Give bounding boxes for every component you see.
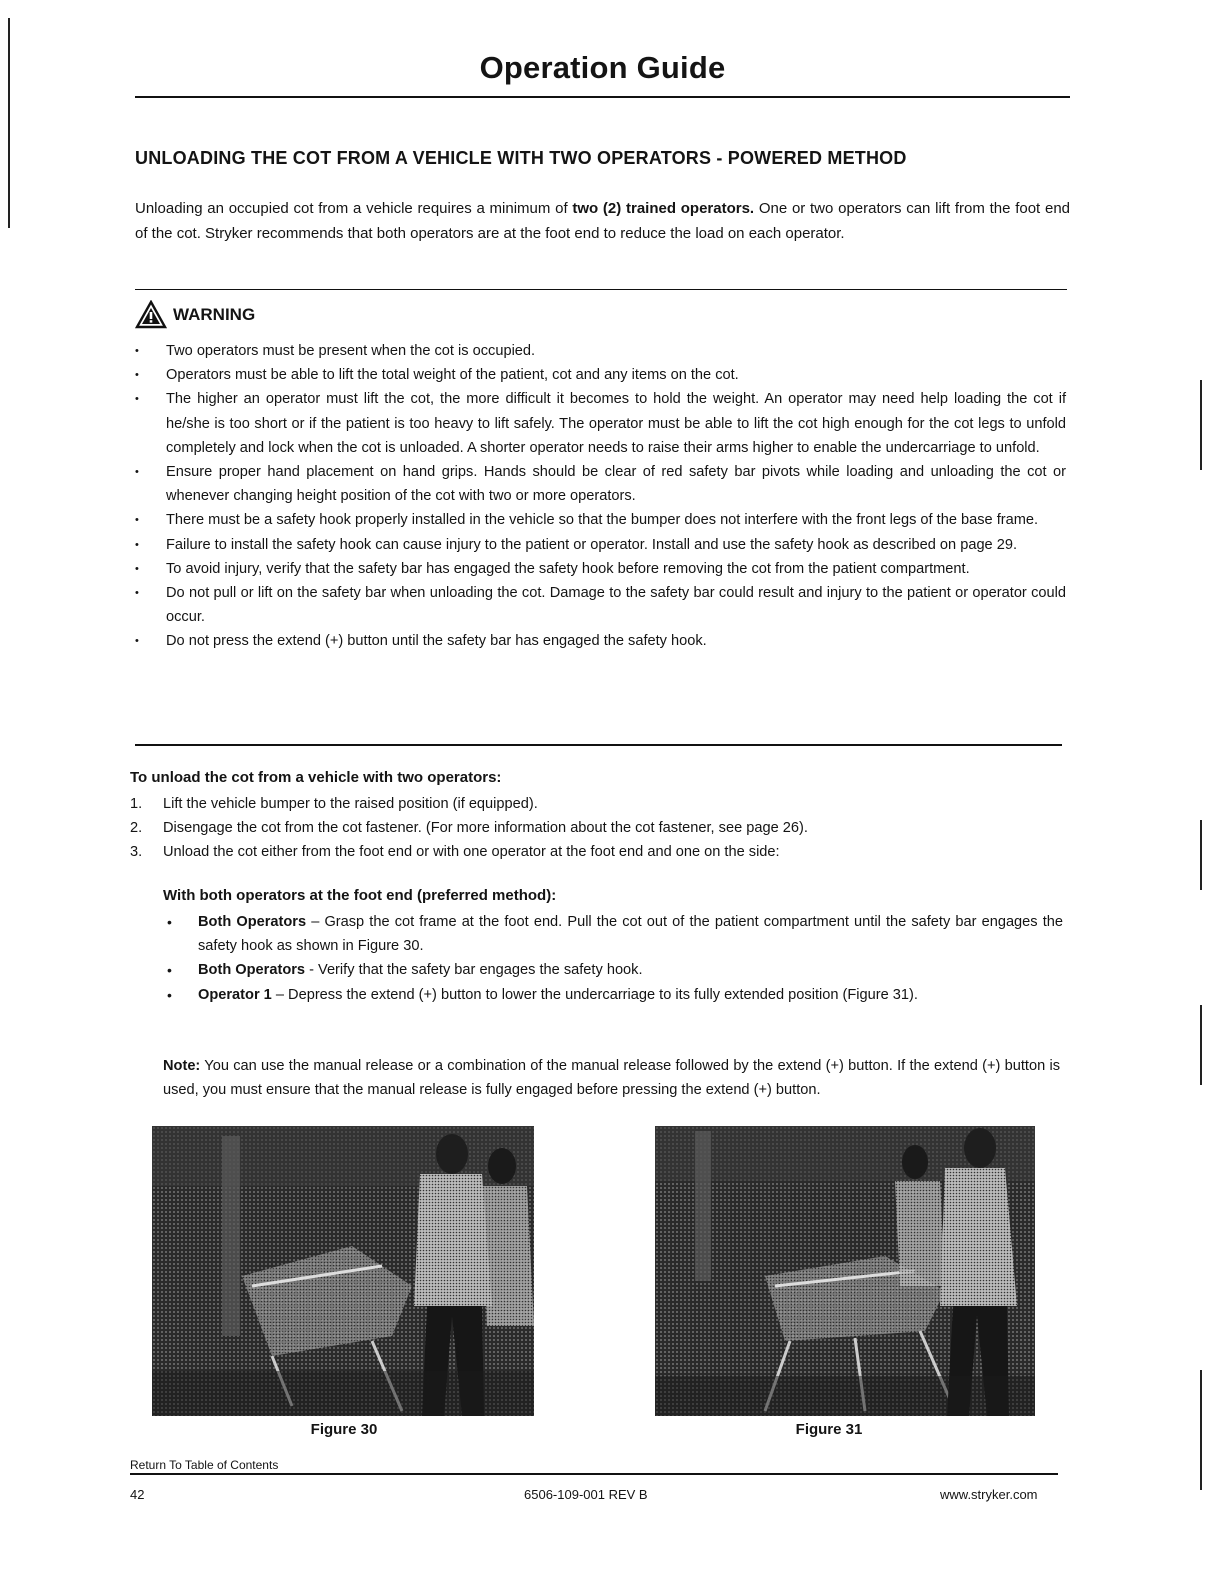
warning-item-text: Operators must be able to lift the total weight of the patient, cot and any items on the cot. bbox=[166, 367, 739, 384]
warning-item: • The higher an operator must lift the cot, the more difficult it becomes to hold the weight. An operator may need help loading the cot if he/she is too short or if the patient is too heavy to lift safely. The operator must be able to lift the cot high enough for the cot legs to unfold completely and lock when the cot is unloaded. A shorter operator needs to raise their arms higher to enable the undercarriage to unfold. bbox=[135, 391, 1066, 456]
warning-item: • Failure to install the safety hook can cause injury to the patient or operator. Install and use the safety hook as described on page 29. bbox=[135, 536, 1018, 553]
warning-item: • Operators must be able to lift the total weight of the patient, cot and any items on the cot. bbox=[135, 367, 739, 384]
intro-text: One or two operators can lift from the foot end of the cot. Stryker recommends that both operators are at the foot end to reduce the load on each operator. bbox=[135, 200, 1070, 242]
warning-item-text: Ensure proper hand placement on hand grips. Hands should be clear of red safety bar pivots while loading and unloading the cot or whenever changing height position of the cot with two or more operators. bbox=[166, 464, 1066, 505]
method-item-text: Grasp the cot frame at the foot end. Pull the cot out of the patient compartment until the safety bar engages the safety hook as shown in Figure 30. bbox=[198, 914, 1063, 955]
procedure-step bbox=[130, 792, 1070, 816]
step-number: 1. bbox=[130, 796, 143, 812]
warning-item: • To avoid injury, verify that the safety bar has engaged the safety hook before removing the cot from the patient compartment. bbox=[135, 560, 970, 577]
operator-label: Both Operators bbox=[198, 914, 307, 930]
procedure-heading: To unload the cot from a vehicle with two operators: bbox=[130, 769, 502, 786]
warning-list bbox=[130, 339, 1066, 654]
footer-rule bbox=[130, 1473, 1058, 1475]
separator: – bbox=[271, 986, 289, 1003]
scan-edge-mark bbox=[8, 18, 10, 228]
separator: - bbox=[305, 962, 319, 979]
method-item: • Both Operators – Grasp the cot frame at the foot end. Pull the cot out of the patient compartment until the safety bar engages the safety hook as shown in Figure 30. bbox=[167, 914, 1063, 955]
warning-item-text: The higher an operator must lift the cot, the more difficult it becomes to hold the weight. An operator may need help loading the cot if he/she is too short or if the patient is too heavy to lift safely. The operator must be able to lift the cot high enough for the cot legs to unfold completely and lock when the cot is unloaded. A shorter operator needs to raise their arms higher to enable the undercarriage to unfold. bbox=[166, 391, 1066, 456]
method-subheading: With both operators at the foot end (preferred method): bbox=[163, 887, 557, 904]
procedure-step bbox=[130, 840, 1070, 864]
method-item-text: Depress the extend (+) button to lower the undercarriage to its fully extended position (Figure 31). bbox=[288, 986, 918, 1003]
step-text: Lift the vehicle bumper to the raised position (if equipped). bbox=[163, 796, 538, 812]
warning-item-text: Do not press the extend (+) button until the safety bar has engaged the safety hook. bbox=[166, 633, 707, 650]
warning-top-rule bbox=[135, 289, 1067, 290]
warning-item-text: Two operators must be present when the cot is occupied. bbox=[166, 343, 536, 359]
procedure-steps bbox=[130, 792, 1070, 864]
figure-31-image bbox=[655, 1126, 1035, 1416]
procedure-step bbox=[130, 816, 1070, 840]
warning-item-text: Failure to install the safety hook can cause injury to the patient or operator. Install and use the safety hook as described on page 29. bbox=[166, 536, 1018, 553]
step-text: Unload the cot either from the foot end or with one operator at the foot end and one on the side: bbox=[163, 844, 780, 860]
figure-31-caption: Figure 31 bbox=[795, 1421, 863, 1438]
warning-triangle-icon bbox=[135, 300, 167, 329]
separator: – bbox=[306, 914, 325, 930]
header-rule bbox=[135, 96, 1070, 98]
page-number: 42 bbox=[130, 1487, 145, 1502]
step-number: 2. bbox=[130, 820, 143, 836]
step-text: Disengage the cot from the cot fastener. (For more information about the cot fastener, see page 26). bbox=[163, 820, 808, 836]
method-item: • Operator 1 – Depress the extend (+) button to lower the undercarriage to its fully extended position (Figure 31). bbox=[167, 986, 918, 1003]
warning-label: WARNING bbox=[173, 304, 256, 324]
warning-item: • Two operators must be present when the cot is occupied. bbox=[135, 343, 536, 359]
figure-30-caption: Figure 30 bbox=[310, 1421, 378, 1438]
note-text: You can use the manual release or a combination of the manual release followed by the extend (+) button. If the extend (+) button is used, you must ensure that the manual release is fully engaged before pressing the extend (+) button. bbox=[163, 1058, 1060, 1099]
section-heading: UNLOADING THE COT FROM A VEHICLE WITH TWO OPERATORS - POWERED METHOD bbox=[135, 148, 907, 168]
scan-edge-mark bbox=[1200, 1005, 1202, 1085]
scan-edge-mark bbox=[1200, 820, 1202, 890]
warning-item: • Ensure proper hand placement on hand grips. Hands should be clear of red safety bar pivots while loading and unloading the cot or whenever changing height position of the cot with two or more operators. bbox=[135, 464, 1066, 505]
warning-item: • Do not press the extend (+) button until the safety bar has engaged the safety hook. bbox=[135, 633, 707, 650]
scan-edge-mark bbox=[1200, 1370, 1202, 1490]
intro-paragraph bbox=[135, 197, 1070, 246]
note-label: Note: bbox=[163, 1058, 201, 1074]
figure-30-image bbox=[152, 1126, 534, 1416]
warning-item-text: To avoid injury, verify that the safety bar has engaged the safety hook before removing the cot from the patient compartment. bbox=[166, 560, 970, 577]
step-number: 3. bbox=[130, 844, 143, 860]
scan-edge-mark bbox=[1200, 380, 1202, 470]
note-paragraph bbox=[163, 1054, 1060, 1102]
website-url: www.stryker.com bbox=[940, 1487, 1038, 1502]
warning-bottom-rule bbox=[135, 744, 1062, 746]
document-number: 6506-109-001 REV B bbox=[524, 1487, 648, 1502]
warning-item: • There must be a safety hook properly installed in the vehicle so that the bumper does not interfere with the front legs of the base frame. bbox=[135, 512, 1039, 529]
warning-item-text: There must be a safety hook properly installed in the vehicle so that the bumper does not interfere with the front legs of the base frame. bbox=[166, 512, 1039, 529]
return-to-toc-link[interactable]: Return To Table of Contents bbox=[130, 1458, 279, 1472]
intro-emphasis: two (2) trained operators. bbox=[572, 200, 755, 217]
page-title: Operation Guide bbox=[479, 50, 726, 85]
method-item-text: Verify that the safety bar engages the safety hook. bbox=[318, 962, 643, 979]
intro-text: Unloading an occupied cot from a vehicle requires a minimum of bbox=[135, 200, 573, 217]
method-item: • Both Operators - Verify that the safety bar engages the safety hook. bbox=[167, 962, 643, 979]
warning-item: • Do not pull or lift on the safety bar when unloading the cot. Damage to the safety bar could result and injury to the patient or operator could occur. bbox=[135, 585, 1066, 626]
method-list bbox=[163, 910, 1063, 1007]
operator-label: Operator 1 bbox=[198, 986, 272, 1003]
operator-label: Both Operators bbox=[198, 962, 306, 979]
warning-item-text: Do not pull or lift on the safety bar when unloading the cot. Damage to the safety bar could result and injury to the patient or operator could occur. bbox=[166, 585, 1066, 626]
warning-heading bbox=[135, 300, 255, 329]
